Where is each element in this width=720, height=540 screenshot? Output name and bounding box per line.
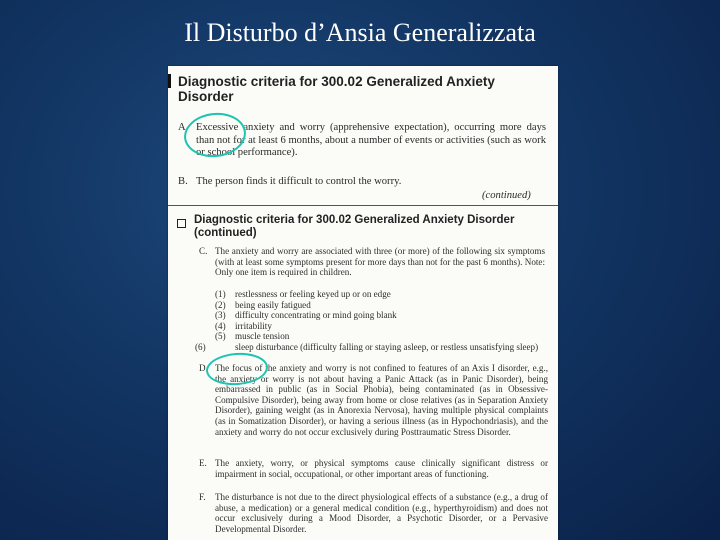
page-divider — [168, 205, 558, 206]
criterion-f-label: F. — [199, 492, 206, 502]
slide-title: Il Disturbo d’Ansia Generalizzata — [184, 18, 536, 47]
list-item: (2) being easily fatigued — [215, 299, 311, 310]
list-item: (1) restlessness or feeling keyed up or on edge — [215, 289, 391, 299]
continued-note: (continued) — [482, 190, 531, 201]
criterion-d-text: The focus of the anxiety and worry is not confined to features of an Axis I disorder, e.g., the anxiety or worry is not about having a Panic Attack (as in Panic Disorder), being embarrassed in public (as in Social Phobia), being contaminated (as in Obsessive-Compulsive Disorder), being away from home or close relatives (as in Separation Anxiety Disorder), gaining weight (as in Anorexia Nervosa), having multiple physical complaints (as in Somatization Disorder), or having a serious illness (as in Hypochondriasis), and the anxiety and worry do not occur exclusively during Posttraumatic Stress Disorder. — [215, 363, 548, 437]
criterion-a-label: A. — [178, 122, 189, 133]
criterion-c-label: C. — [199, 246, 208, 256]
checkbox-icon — [177, 219, 186, 228]
criteria-heading: Diagnostic criteria for 300.02 Generalized Anxiety Disorder — [178, 74, 495, 104]
criterion-e-label: E. — [199, 458, 207, 468]
criterion-b-label: B. — [178, 176, 188, 187]
scanned-document — [168, 66, 558, 540]
list-item: (6) sleep disturbance (difficulty falling or staying asleep, or restless unsatisfying sleep) — [195, 341, 539, 352]
page-edge-mark — [168, 74, 171, 88]
criterion-a-text: Excessive anxiety and worry (apprehensive expectation), occurring more days than not for at least 6 months, about a number of events or activities (such as work or school performance). — [196, 122, 546, 159]
list-item: (4) irritability — [215, 320, 272, 331]
criterion-b-text: The person finds it difficult to control the worry. — [196, 176, 402, 187]
symptom-list — [195, 289, 550, 353]
criterion-d-label: D. — [199, 363, 208, 373]
criterion-c-text: The anxiety and worry are associated with three (or more) of the following six symptoms (with at least some symptoms present for more days than not for the past 6 months). Note: Only one item is required in children. — [215, 246, 545, 278]
list-item: (5) muscle tension — [215, 331, 290, 342]
criterion-f-text: The disturbance is not due to the direct physiological effects of a substance (e.g., a drug of abuse, a medication) or a general medical condition (e.g., hyperthyroidism) and does not occur exclusively during a Mood Disorder, a Psychotic Disorder, or a Pervasive Developmental Disorder. — [215, 492, 548, 534]
criteria-heading-continued: Diagnostic criteria for 300.02 Generalized Anxiety Disorder (continued) — [194, 214, 515, 239]
list-item: (3) difficulty concentrating or mind going blank — [215, 310, 397, 321]
criterion-e-text: The anxiety, worry, or physical symptoms cause clinically significant distress or impairment in social, occupational, or other important areas of functioning. — [215, 458, 548, 479]
